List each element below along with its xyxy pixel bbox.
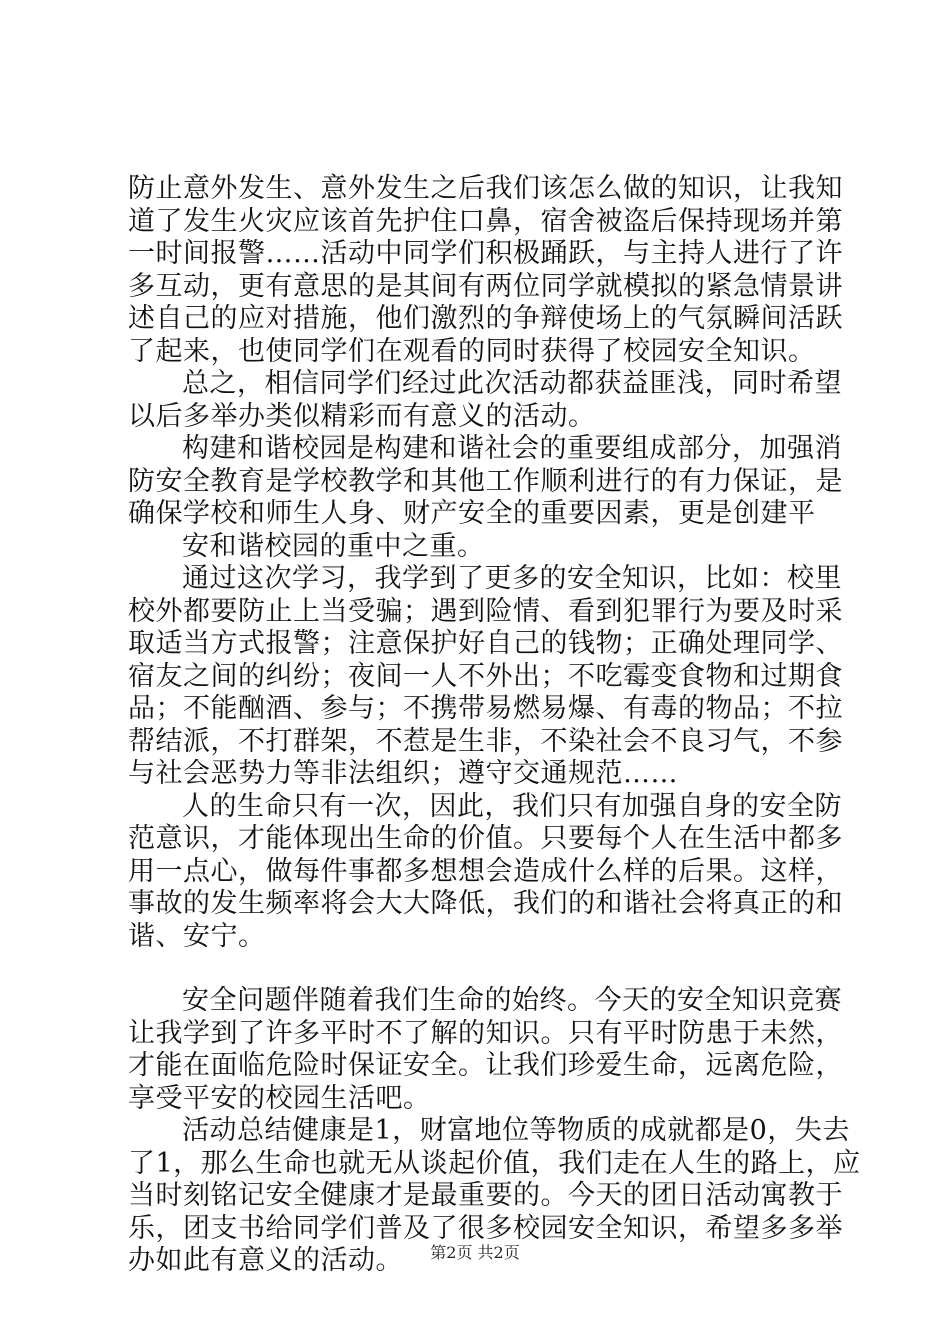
paragraph-5: 人的生命只有一次，因此，我们只有加强自身的安全防范意识，才能体现出生命的价值。只要每个人在生活中都多用一点心，做每件事都多想想会造成什么样的后果。这样，事故的发生频率将会大大降低，我们的和谐社会将真正的和谐、安宁。 (128, 790, 843, 952)
paragraph-6: 安全问题伴随着我们生命的始终。今天的安全知识竞赛让我学到了许多平时不了解的知识。只有平时防患于未然，才能在面临危险时保证安全。让我们珍爱生命，远离危险，享受平安的校园生活吧。 (128, 985, 843, 1114)
page-number: 第2页 共2页 (430, 1243, 520, 1262)
document-body (128, 173, 868, 1278)
paragraph-2: 总之，相信同学们经过此次活动都获益匪浅，同时希望以后多举办类似精彩而有意义的活动。 (128, 368, 842, 432)
paragraph-1: 防止意外发生、意外发生之后我们该怎么做的知识，让我知道了发生火灾应该首先护住口鼻，宿舍被盗后保持现场并第一时间报警……活动中同学们积极踊跃，与主持人进行了许多互动，更有意思的是其间有两位同学就模拟的紧急情景讲述自己的应对措施，他们激烈的争辩使场上的气氛瞬间活跃了起来，也使同学们在观看的同时获得了校园安全知识。 (128, 173, 843, 367)
paragraph-7: 活动总结健康是1，财富地位等物质的成就都是0，失去了1，那么生命也就无从谈起价值，我们走在人生的路上，应当时刻铭记安全健康才是最重要的。今天的团日活动寓教于乐，团支书给同学们普及了很多校园安全知识，希望多多举办如此有意义的活动。 (128, 1115, 861, 1276)
paragraph-4: 通过这次学习，我学到了更多的安全知识，比如：校里校外都要防止上当受骗；遇到险情、看到犯罪行为要及时采取适当方式报警；注意保护好自己的钱物；正确处理同学、宿友之间的纠纷；夜间一人不外出；不吃霉变食物和过期食品；不能酗酒、参与；不携带易燃易爆、有毒的物品；不拉帮结派，不打群架，不惹是生非，不染社会不良习气，不参与社会恶势力等非法组织；遵守交通规范…… (128, 563, 843, 789)
paragraph-3-continued: 安和谐校园的重中之重。 (182, 530, 485, 562)
paragraph-3: 构建和谐校园是构建和谐社会的重要组成部分，加强消防安全教育是学校教学和其他工作顺利进行的有力保证，是确保学校和师生人身、财产安全的重要因素，更是创建平 (128, 433, 843, 529)
